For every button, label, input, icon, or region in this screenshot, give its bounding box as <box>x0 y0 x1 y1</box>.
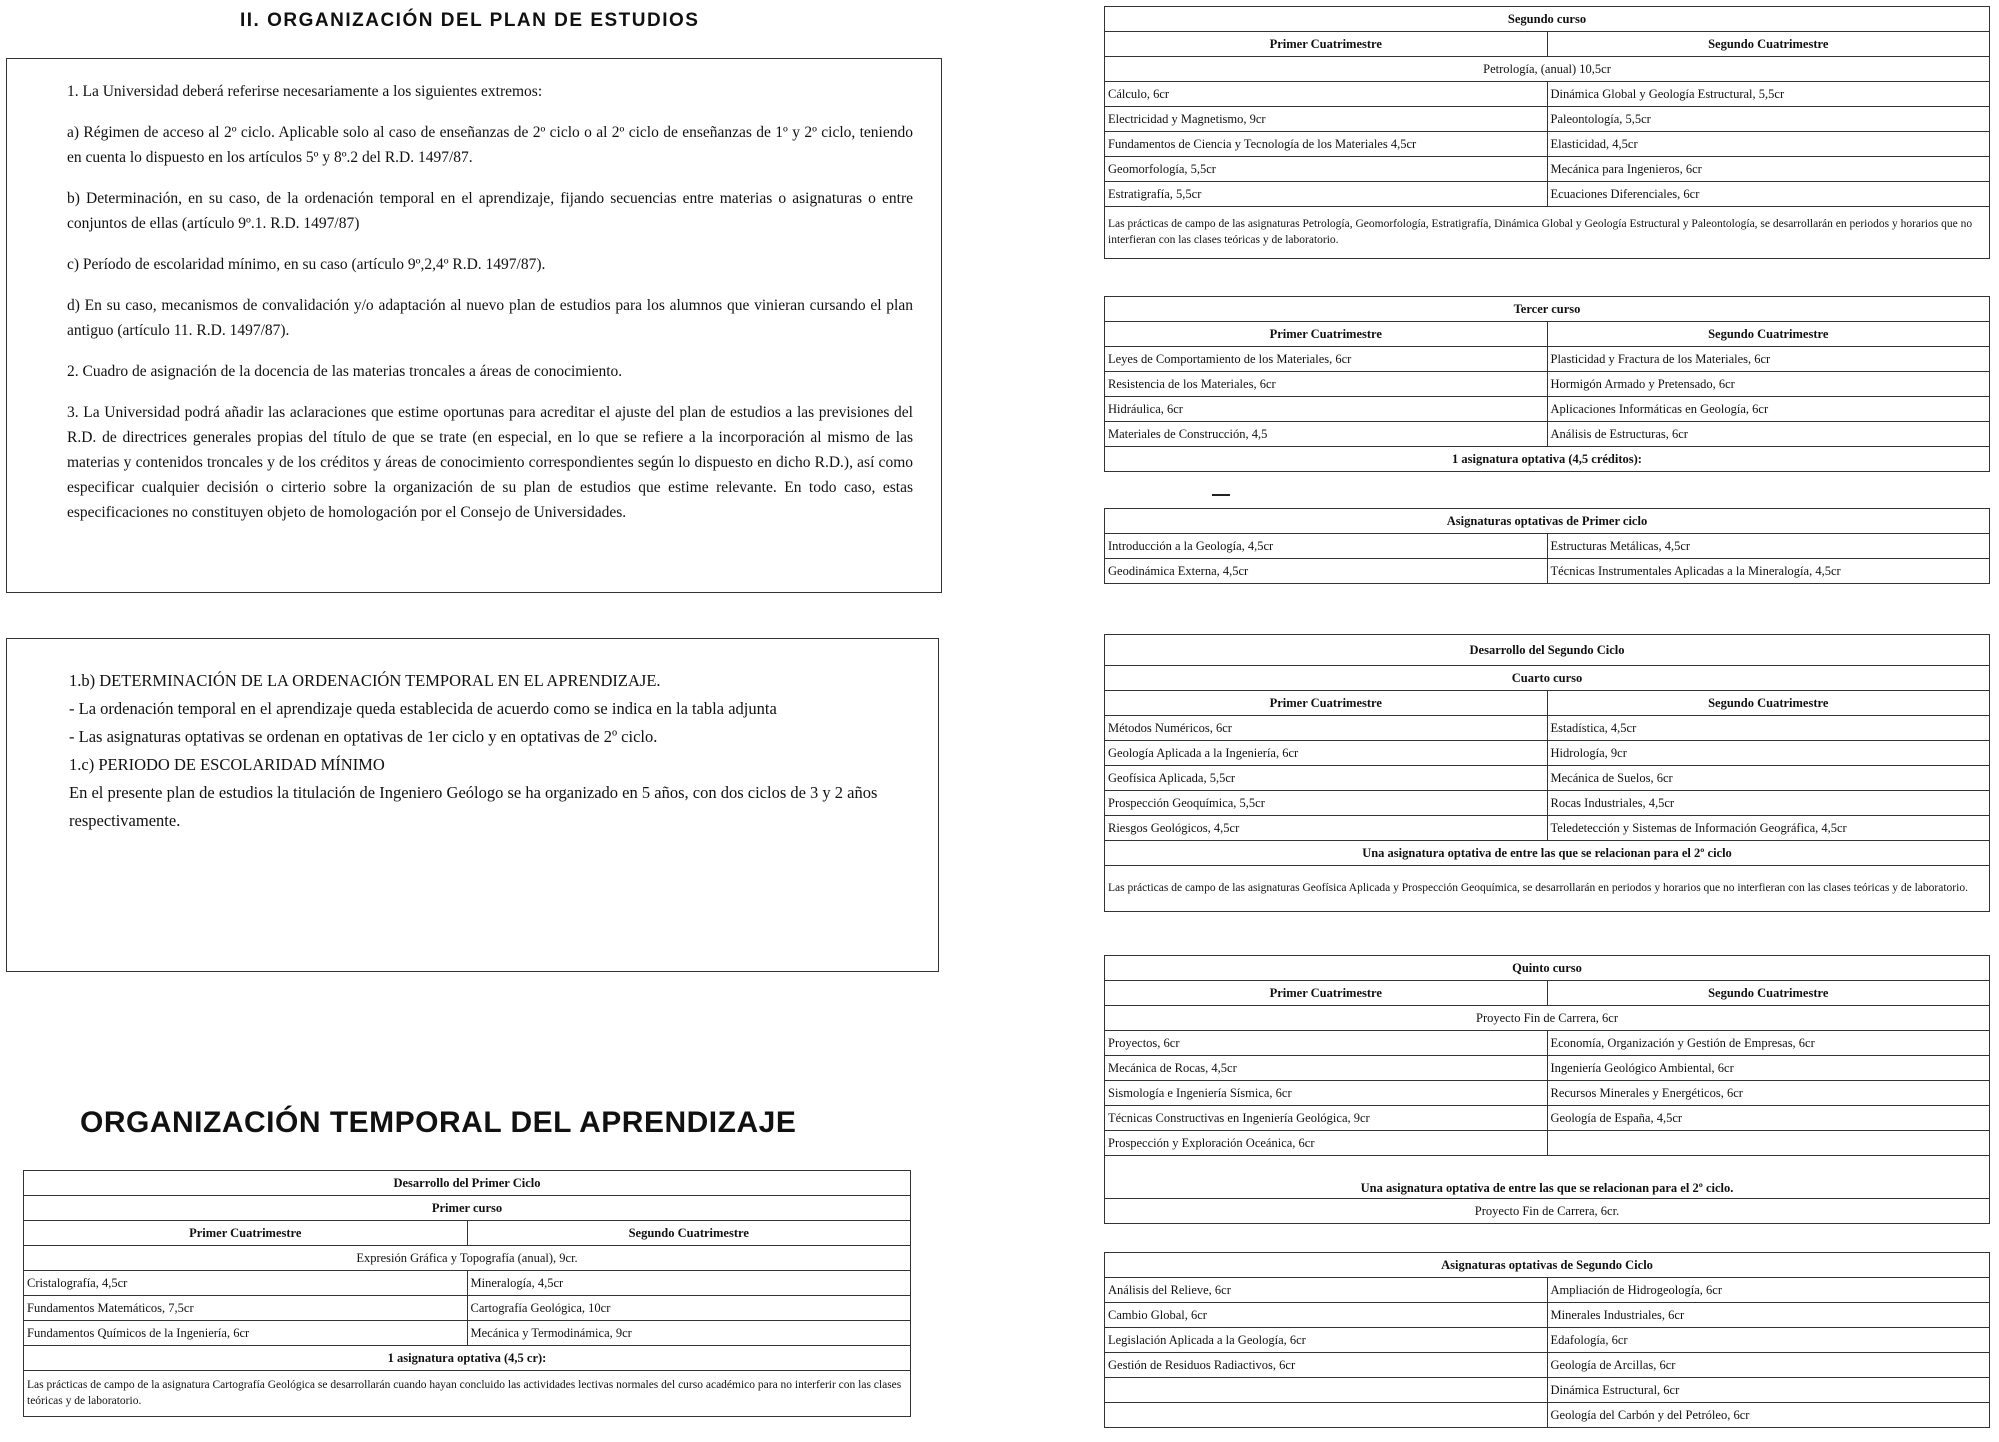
curso-header: Quinto curso <box>1105 956 1990 981</box>
table-cell: Cambio Global, 6cr <box>1105 1303 1548 1328</box>
table-cell: Proyectos, 6cr <box>1105 1031 1548 1056</box>
table-cell: Geología del Carbón y del Petróleo, 6cr <box>1547 1403 1990 1428</box>
nota-row: Las prácticas de campo de las asignaturas Geofísica Aplicada y Prospección Geoquímica, se desarrollarán en periodos y horarios que no interfieran con las clases teóricas y de laboratorio. <box>1105 866 1990 912</box>
table-cell <box>1105 1378 1548 1403</box>
final-row: Proyecto Fin de Carrera, 6cr. <box>1105 1199 1990 1224</box>
table-cell: Ecuaciones Diferenciales, 6cr <box>1547 182 1990 207</box>
table-cell: Teledetección y Sistemas de Información Geográfica, 4,5cr <box>1547 816 1990 841</box>
table-cell: Geología de Arcillas, 6cr <box>1547 1353 1990 1378</box>
ordenacion-box <box>6 638 939 972</box>
table-cell: Fundamentos de Ciencia y Tecnología de los Materiales 4,5cr <box>1105 132 1548 157</box>
table-cell: Mecánica de Suelos, 6cr <box>1547 766 1990 791</box>
requirement-b: b) Determinación, en su caso, de la ordenación temporal en el aprendizaje, fijando secuencias entre materias o asignaturas o entre conjuntos de ellas (artículo 9º.1. R.D. 1497/87) <box>67 190 913 232</box>
anual-row: Proyecto Fin de Carrera, 6cr <box>1105 1006 1990 1031</box>
nota-row: Las prácticas de campo de la asignatura Cartografía Geológica se desarrollarán cuando hayan concluido las actividades lectivas normales del curso académico para no interferir con las clases teóricas y de laboratorio. <box>24 1371 911 1417</box>
optativas-primer-ciclo-table <box>1104 508 1990 584</box>
col-header: Primer Cuatrimestre <box>1105 32 1548 57</box>
curso-header: Primer curso <box>24 1196 911 1221</box>
table-cell: Estratigrafía, 5,5cr <box>1105 182 1548 207</box>
optativa-row: 1 asignatura optativa (4,5 cr): <box>24 1346 911 1371</box>
table-cell: Cartografía Geológica, 10cr <box>467 1296 911 1321</box>
optativa-row: 1 asignatura optativa (4,5 créditos): <box>1105 447 1990 472</box>
table-cell: Edafología, 6cr <box>1547 1328 1990 1353</box>
table-cell <box>1547 1131 1990 1156</box>
quinto-curso-table <box>1104 955 1990 1224</box>
primer-curso-table <box>23 1170 911 1417</box>
anual-row: Petrología, (anual) 10,5cr <box>1105 57 1990 82</box>
table-cell: Economía, Organización y Gestión de Empresas, 6cr <box>1547 1031 1990 1056</box>
table-cell: Ingeniería Geológico Ambiental, 6cr <box>1547 1056 1990 1081</box>
table-cell: Riesgos Geológicos, 4,5cr <box>1105 816 1548 841</box>
optativas-header: Asignaturas optativas de Primer ciclo <box>1105 509 1990 534</box>
table-cell: Técnicas Constructivas en Ingeniería Geológica, 9cr <box>1105 1106 1548 1131</box>
table-cell: Hormigón Armado y Pretensado, 6cr <box>1547 372 1990 397</box>
requirement-2: 2. Cuadro de asignación de la docencia de las materias troncales a áreas de conocimiento. <box>67 363 623 380</box>
cuarto-curso-table <box>1104 634 1990 912</box>
ciclo-header: Desarrollo del Primer Ciclo <box>24 1171 911 1196</box>
curso-header: Tercer curso <box>1105 297 1990 322</box>
requirement-c: c) Período de escolaridad mínimo, en su caso (artículo 9º,2,4º R.D. 1497/87). <box>67 256 546 273</box>
table-cell: Estructuras Metálicas, 4,5cr <box>1547 534 1990 559</box>
table-cell: Técnicas Instrumentales Aplicadas a la Mineralogía, 4,5cr <box>1547 559 1990 584</box>
tercer-curso-table <box>1104 296 1990 472</box>
table-cell: Aplicaciones Informáticas en Geología, 6cr <box>1547 397 1990 422</box>
table-cell: Mineralogía, 4,5cr <box>467 1271 911 1296</box>
table-cell: Minerales Industriales, 6cr <box>1547 1303 1990 1328</box>
table-cell: Geología Aplicada a la Ingeniería, 6cr <box>1105 741 1548 766</box>
ordenacion-line-1: - La ordenación temporal en el aprendizaje queda establecida de acuerdo como se indica en la tabla adjunta <box>69 699 777 718</box>
optativas-header: Asignaturas optativas de Segundo Ciclo <box>1105 1253 1990 1278</box>
table-cell: Recursos Minerales y Energéticos, 6cr <box>1547 1081 1990 1106</box>
anual-row: Expresión Gráfica y Topografía (anual), 9cr. <box>24 1246 911 1271</box>
table-cell: Mecánica para Ingenieros, 6cr <box>1547 157 1990 182</box>
table-cell: Cálculo, 6cr <box>1105 82 1548 107</box>
ciclo-header: Desarrollo del Segundo Ciclo <box>1105 635 1990 666</box>
requirement-d: d) En su caso, mecanismos de convalidación y/o adaptación al nuevo plan de estudios para los alumnos que vinieran cursando el plan antiguo (artículo 11. R.D. 1497/87). <box>67 297 913 339</box>
requirement-a: a) Régimen de acceso al 2º ciclo. Aplicable solo al caso de enseñanzas de 2º ciclo o al 2º ciclo de enseñanzas de 1º y 2º ciclo, teniendo en cuenta lo dispuesto en los artículos 5º y 8º.2 del R.D. 1497/87. <box>67 124 913 166</box>
col-header: Segundo Cuatrimestre <box>1547 322 1990 347</box>
curso-header: Cuarto curso <box>1105 666 1990 691</box>
table-cell: Mecánica y Termodinámica, 9cr <box>467 1321 911 1346</box>
table-cell: Paleontología, 5,5cr <box>1547 107 1990 132</box>
table-cell: Geofísica Aplicada, 5,5cr <box>1105 766 1548 791</box>
table-cell: Análisis del Relieve, 6cr <box>1105 1278 1548 1303</box>
requirement-3: 3. La Universidad podrá añadir las aclaraciones que estime oportunas para acreditar el ajuste del plan de estudios a las previsiones del R.D. de directrices generales propias del título de que se trate (en especial, en lo que se refiere a la incorporación al mismo de las materias y contenidos troncales y de los créditos y áreas de conocimiento correspondientes según lo dispuesto en dicho R.D.), así como especificar cualquier decisión o cirterio sobre la organización de su plan de estudios que estime relevante. En todo caso, estas especificaciones no constituyen objeto de homologación por el Consejo de Universidades. <box>67 404 913 521</box>
table-cell: Geomorfología, 5,5cr <box>1105 157 1548 182</box>
col-header: Primer Cuatrimestre <box>1105 691 1548 716</box>
table-cell: Materiales de Construcción, 4,5 <box>1105 422 1548 447</box>
table-cell: Elasticidad, 4,5cr <box>1547 132 1990 157</box>
table-cell: Fundamentos Matemáticos, 7,5cr <box>24 1296 468 1321</box>
escolaridad-text: En el presente plan de estudios la titulación de Ingeniero Geólogo se ha organizado en 5 años, con dos ciclos de 3 y 2 años respectivamente. <box>69 783 878 830</box>
segundo-curso-table <box>1104 6 1990 259</box>
optativa-row: Una asignatura optativa de entre las que se relacionan para el 2º ciclo <box>1105 841 1990 866</box>
table-cell: Gestión de Residuos Radiactivos, 6cr <box>1105 1353 1548 1378</box>
table-cell: Fundamentos Químicos de la Ingeniería, 6cr <box>24 1321 468 1346</box>
ordenacion-line-2: - Las asignaturas optativas se ordenan en optativas de 1er ciclo y en optativas de 2º ciclo. <box>69 727 658 746</box>
table-cell: Métodos Numéricos, 6cr <box>1105 716 1548 741</box>
table-cell: Electricidad y Magnetismo, 9cr <box>1105 107 1548 132</box>
table-cell: Cristalografía, 4,5cr <box>24 1271 468 1296</box>
table-cell: Leyes de Comportamiento de los Materiales, 6cr <box>1105 347 1548 372</box>
table-cell: Legislación Aplicada a la Geología, 6cr <box>1105 1328 1548 1353</box>
table-cell <box>1105 1403 1548 1428</box>
table-cell: Resistencia de los Materiales, 6cr <box>1105 372 1548 397</box>
table-cell: Hidrología, 9cr <box>1547 741 1990 766</box>
nota-row: Las prácticas de campo de las asignaturas Petrología, Geomorfología, Estratigrafía, Dinámica Global y Geología Estructural y Paleontología, se desarrollarán en periodos y horarios que no interfieran con las clases teóricas y de laboratorio. <box>1105 207 1990 259</box>
table-cell: Prospección Geoquímica, 5,5cr <box>1105 791 1548 816</box>
table-cell: Geología de España, 4,5cr <box>1547 1106 1990 1131</box>
table-cell: Sismología e Ingeniería Sísmica, 6cr <box>1105 1081 1548 1106</box>
table-cell: Plasticidad y Fractura de los Materiales, 6cr <box>1547 347 1990 372</box>
separator-mark <box>1212 494 1230 496</box>
table-cell: Rocas Industriales, 4,5cr <box>1547 791 1990 816</box>
table-cell: Mecánica de Rocas, 4,5cr <box>1105 1056 1548 1081</box>
table-cell: Introducción a la Geología, 4,5cr <box>1105 534 1548 559</box>
optativa-row: Una asignatura optativa de entre las que se relacionan para el 2º ciclo. <box>1105 1156 1990 1199</box>
col-header: Primer Cuatrimestre <box>24 1221 468 1246</box>
col-header: Segundo Cuatrimestre <box>1547 981 1990 1006</box>
escolaridad-title: 1.c) PERIODO DE ESCOLARIDAD MÍNIMO <box>69 755 385 774</box>
table-cell: Estadística, 4,5cr <box>1547 716 1990 741</box>
table-cell: Geodinámica Externa, 4,5cr <box>1105 559 1548 584</box>
page-title: ORGANIZACIÓN TEMPORAL DEL APRENDIZAJE <box>80 1106 797 1139</box>
ordenacion-title: 1.b) DETERMINACIÓN DE LA ORDENACIÓN TEMPORAL EN EL APRENDIZAJE. <box>69 671 661 690</box>
requirements-box <box>6 58 942 593</box>
section-heading: II. ORGANIZACIÓN DEL PLAN DE ESTUDIOS <box>240 10 700 31</box>
curso-header: Segundo curso <box>1105 7 1990 32</box>
table-cell: Dinámica Estructural, 6cr <box>1547 1378 1990 1403</box>
col-header: Primer Cuatrimestre <box>1105 981 1548 1006</box>
table-cell: Prospección y Exploración Oceánica, 6cr <box>1105 1131 1548 1156</box>
col-header: Segundo Cuatrimestre <box>1547 691 1990 716</box>
col-header: Segundo Cuatrimestre <box>1547 32 1990 57</box>
requirement-1: 1. La Universidad deberá referirse necesariamente a los siguientes extremos: <box>67 83 543 100</box>
table-cell: Análisis de Estructuras, 6cr <box>1547 422 1990 447</box>
col-header: Segundo Cuatrimestre <box>467 1221 911 1246</box>
table-cell: Hidráulica, 6cr <box>1105 397 1548 422</box>
table-cell: Ampliación de Hidrogeología, 6cr <box>1547 1278 1990 1303</box>
col-header: Primer Cuatrimestre <box>1105 322 1548 347</box>
optativas-segundo-ciclo-table <box>1104 1252 1990 1428</box>
table-cell: Dinámica Global y Geología Estructural, 5,5cr <box>1547 82 1990 107</box>
